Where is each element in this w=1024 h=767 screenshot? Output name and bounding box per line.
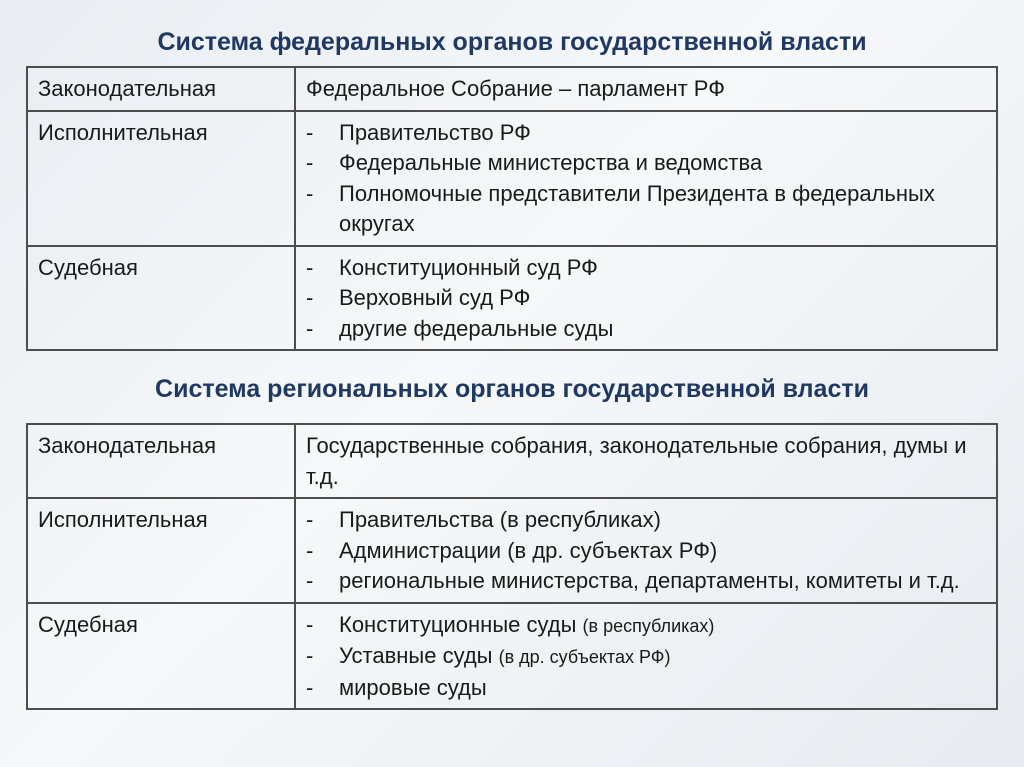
list-item [306,148,986,179]
list-item [306,118,986,149]
federal-table [26,66,998,351]
body-text: Государственные собрания, законодательные собрания, думы и т.д. [306,433,967,489]
bodies-cell [295,67,997,111]
list-item [306,566,986,597]
bodies-cell [295,603,997,710]
bodies-cell [295,111,997,246]
bodies-list [306,610,986,704]
list-item [306,314,986,345]
list-item [306,283,986,314]
dash-bullet: - [306,254,314,280]
table-row [27,111,997,246]
item-text: Конституционный суд РФ [339,254,598,280]
table-row [27,67,997,111]
item-note: (в республиках) [582,615,715,636]
dash-bullet: - [306,537,314,563]
item-text: Полномочные представители Президента в федеральных округах [339,180,935,236]
branch-cell: Судебная [27,246,295,351]
table-row [27,603,997,710]
item-text: Конституционные суды [339,611,577,637]
bodies-list [306,253,986,345]
item-text: Верховный суд РФ [339,285,531,310]
list-item [306,505,986,536]
dash-bullet: - [306,643,314,668]
dash-bullet: - [306,119,314,145]
dash-bullet: - [306,285,314,310]
regional-table [26,423,998,710]
list-item [306,610,986,642]
list-item [306,536,986,567]
item-text: Правительство РФ [339,119,531,145]
bodies-list [306,118,986,240]
dash-bullet: - [306,507,314,532]
item-text: Федеральные министерства и ведомства [339,150,763,175]
item-note: (в др. субъектах РФ) [498,647,671,667]
branch-cell: Законодательная [27,424,295,498]
body-text: Федеральное Собрание – парламент РФ [306,76,725,101]
item-text: мировые суды [339,674,487,700]
branch-cell: Законодательная [27,67,295,111]
item-text: Администрации (в др. субъектах РФ) [339,537,718,563]
dash-bullet: - [306,568,314,593]
list-item [306,673,986,704]
dash-bullet: - [306,315,314,341]
bodies-cell [295,424,997,498]
branch-cell: Судебная [27,603,295,710]
federal-title: Система федеральных органов государственной власти [157,28,867,56]
list-item [306,179,986,240]
list-item [306,641,986,673]
item-text: другие федеральные суды [339,315,614,341]
bodies-list [306,505,986,597]
dash-bullet: - [306,611,314,637]
list-item [306,253,986,284]
dash-bullet: - [306,150,314,175]
item-text: Уставные суды [339,643,493,668]
item-text: Правительства (в республиках) [339,507,661,532]
table-row [27,246,997,351]
item-text: региональные министерства, департаменты, комитеты и т.д. [339,568,960,593]
table-row [27,498,997,603]
dash-bullet: - [306,180,314,206]
branch-cell: Исполнительная [27,111,295,246]
regional-title: Система региональных органов государственной власти [155,375,869,403]
table-row [27,424,997,498]
bodies-cell [295,498,997,603]
branch-cell: Исполнительная [27,498,295,603]
bodies-cell [295,246,997,351]
dash-bullet: - [306,674,314,700]
